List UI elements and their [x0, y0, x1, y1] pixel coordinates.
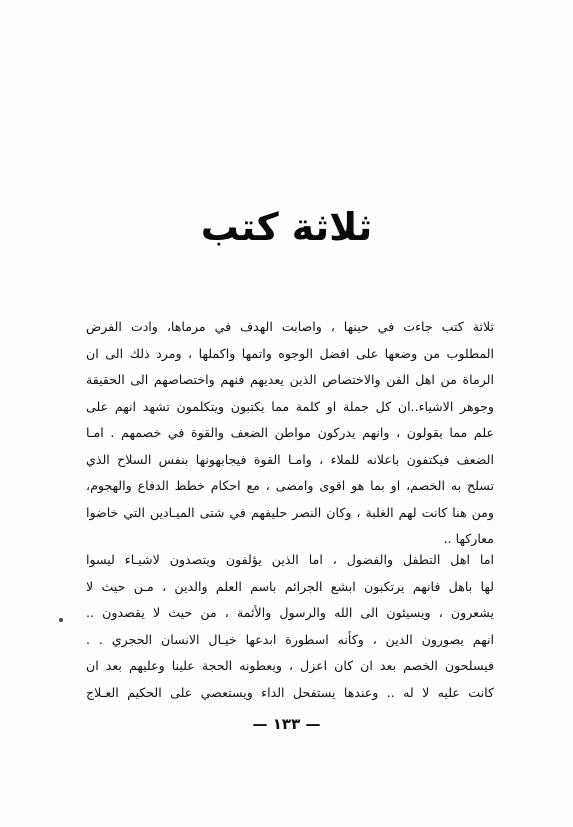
text-line: الضعف فيكتفون باعلانه للملاء ، وامـا القوة فيجابهونها بنفس السلاح الذي — [86, 451, 494, 467]
text-line: اما اهل التطفل والفضول ، اما الذين يؤلفون ويتصدون لاشيـاء ليسوا — [86, 552, 494, 567]
text-line: انهم يصورون الدين ، وكأنه اسطورة ابدعها خيـال الانسان الحجري . . — [86, 631, 494, 647]
text-line: كانت عليه لا له .. وعندها يستفحل الداء ويستعصي على الحكيم العـلاج — [86, 684, 494, 700]
text-line: معاركها .. — [443, 531, 494, 546]
paragraph-1 — [86, 314, 494, 553]
text-line: علم مما يقولون ، وانهم يدركون مواطن الضعف والقوة في خصمهم . امـا — [86, 425, 494, 440]
text-line: ثلاثة كتب جاءت في حينها ، واصابت الهدف في مرماها، وادت الفرض — [86, 319, 494, 334]
paragraph-2 — [86, 547, 494, 706]
page-number: — ١٣٣ — — [252, 715, 321, 733]
text-line: لها باهل فانهم يرتكبون ابشع الجرائم باسم العلم والدين ، مـن حيث لا — [86, 578, 494, 594]
text-line: المطلوب من وضعها على افضل الوجوه واتمها واكملها ، ومرد ذلك الى ان — [86, 345, 494, 361]
text-line: وجوهر الاشياء..ان كل جملة او كلمة مما يكتبون ويتكلمون تشهد انهم على — [86, 398, 494, 414]
text-line: ومن هنا كانت لهم الغلبة ، وكان النصر حليفهم في شتى الميـادين التي خاضوا — [86, 504, 494, 520]
text-line: تسلح به الخصم، او بما هو اقوى وامضى ، مع احكام خطط الدفاع والهجوم، — [86, 478, 494, 493]
text-line: فيسلحون الخصم بعد ان كان اعزل ، ويعطونه الحجة علينا وعليهم بعد ان — [86, 658, 494, 673]
text-line: يشعرون ، ويسيئون الى الله والرسول والأئمة ، من حيث لا يقصدون .. — [86, 605, 494, 620]
chapter-title: ثلاثة كتب — [200, 205, 373, 249]
text-line: الرماة من اهل الفن والاختصاص الذين يعديهم فنهم واختصاصهم الى الحقيقة — [86, 372, 494, 387]
margin-mark — [59, 618, 63, 622]
